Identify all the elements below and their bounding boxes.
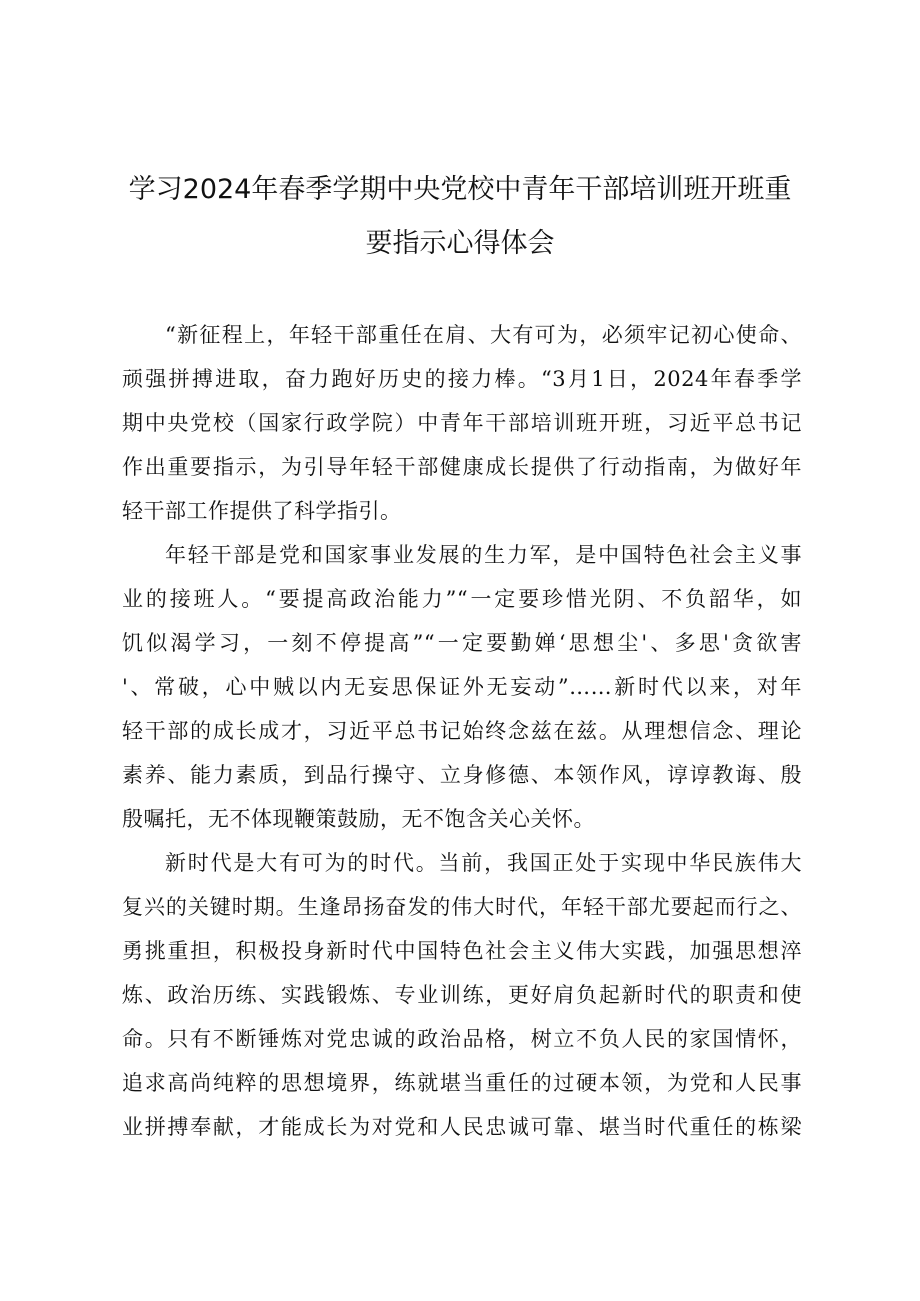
paragraph-line: “新征程上，年轻干部重任在肩、大有可为，必须牢记初心使命、 [165, 323, 802, 347]
paragraph-line: 业拼搏奉献，才能成长为对党和人民忠诚可靠、堪当时代重任的栋梁 [122, 1115, 802, 1139]
paragraph-line: 年轻干部是党和国家事业发展的生力军，是中国特色社会主义事 [165, 543, 802, 567]
paragraph-line: 作出重要指示，为引导年轻干部健康成长提供了行动指南，为做好年 [122, 455, 802, 479]
paragraph-line: '、常破，心中贼以内无妄思保证外无妄动”……新时代以来，对年 [122, 675, 802, 699]
paragraph-3 [122, 841, 802, 1149]
paragraph-line: 顽强拼搏进取，奋力跑好历史的接力棒。“3月1日，2024年春季学 [122, 367, 802, 391]
paragraph-line: 炼、政治历练、实践锻炼、专业训练，更好肩负起新时代的职责和使 [122, 983, 802, 1007]
paragraph-line: 勇挑重担，积极投身新时代中国特色社会主义伟大实践，加强思想淬 [122, 939, 802, 963]
paragraph-line: 轻干部工作提供了科学指引。 [122, 499, 402, 523]
document-title-line-1: 学习2024年春季学期中央党校中青年干部培训班开班重 [128, 174, 792, 205]
paragraph-line: 饥似渴学习，一刻不停提高”“一定要勤婵‘思想尘'、多思'贪欲害 [122, 631, 802, 655]
paragraph-line: 复兴的关键时期。生逢昂扬奋发的伟大时代，年轻干部尤要起而行之、 [122, 895, 802, 919]
paragraph-line: 命。只有不断锤炼对党忠诚的政治品格，树立不负人民的家国情怀， [122, 1027, 802, 1051]
paragraph-line: 期中央党校（国家行政学院）中青年干部培训班开班，习近平总书记 [122, 411, 802, 435]
paragraph-line: 业的接班人。“要提高政治能力”“一定要珍惜光阴、不负韶华，如 [122, 587, 802, 611]
document-title-line-2: 要指示心得体会 [365, 228, 555, 259]
paragraph-1 [122, 313, 802, 533]
paragraph-line: 轻干部的成长成才，习近平总书记始终念兹在兹。从理想信念、理论 [122, 719, 802, 743]
paragraph-line: 新时代是大有可为的时代。当前，我国正处于实现中华民族伟大 [165, 851, 802, 875]
document-body [122, 313, 802, 1149]
paragraph-line: 追求高尚纯粹的思想境界，练就堪当重任的过硬本领，为党和人民事 [122, 1071, 802, 1095]
paragraph-line: 殷嘱托，无不体现鞭策鼓励，无不饱含关心关怀。 [122, 807, 595, 831]
paragraph-line: 素养、能力素质，到品行操守、立身修德、本领作风，谆谆教诲、殷 [122, 763, 802, 787]
paragraph-2 [122, 533, 802, 841]
